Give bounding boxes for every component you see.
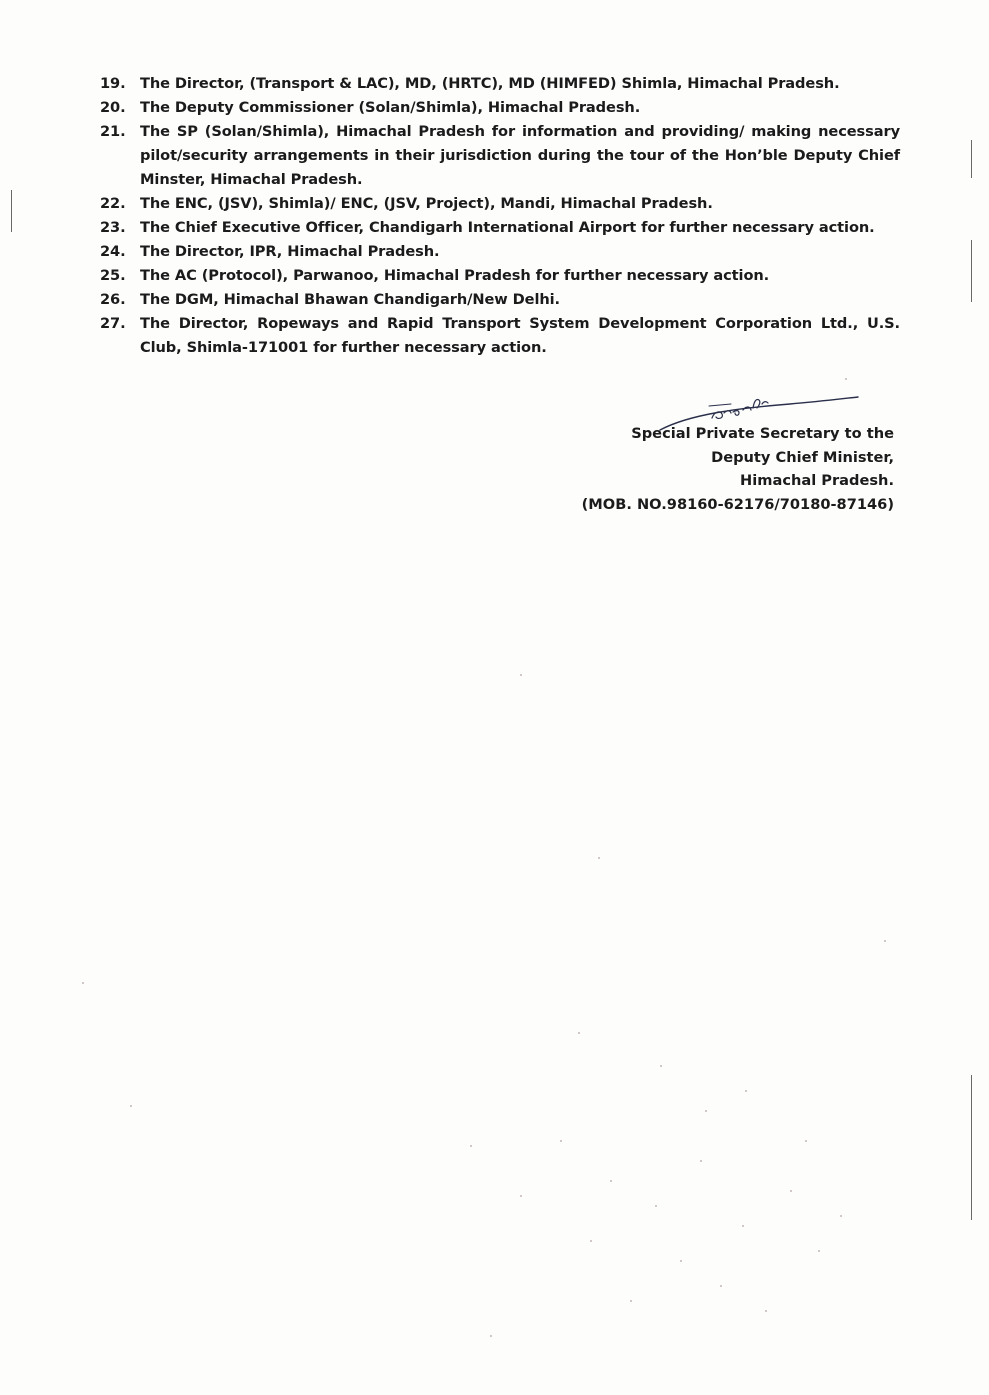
scan-edge-mark [971, 1075, 972, 1220]
item-text: The SP (Solan/Shimla), Himachal Pradesh for information and providing/ making necessary pilot/security arrangements in their jurisdiction during the tour of the Hon’ble Deputy Chief Minster, Himachal Pradesh. [140, 123, 900, 188]
signatory-state: Himachal Pradesh. [740, 472, 894, 489]
item-text: The Deputy Commissioner (Solan/Shimla), Himachal Pradesh. [140, 99, 641, 116]
signatory-office: Deputy Chief Minister, [711, 448, 894, 466]
item-number: 19. [100, 75, 126, 92]
signatory-designation: Special Private Secretary to the [631, 425, 894, 442]
item-number: 27. [100, 315, 126, 332]
scan-edge-mark [11, 190, 12, 232]
item-text: The Director, IPR, Himachal Pradesh. [140, 243, 440, 260]
scan-edge-mark [971, 240, 972, 302]
item-text: The Director, (Transport & LAC), MD, (HRTC), MD (HIMFED) Shimla, Himachal Pradesh. [140, 75, 840, 92]
item-number: 21. [100, 123, 126, 140]
item-text: The AC (Protocol), Parwanoo, Himachal Pradesh for further necessary action. [140, 267, 770, 284]
item-number: 25. [100, 267, 126, 284]
item-number: 24. [100, 243, 126, 260]
item-text: The Chief Executive Officer, Chandigarh International Airport for further necessary action. [140, 219, 875, 236]
item-number: 23. [100, 219, 126, 236]
item-text: The Director, Ropeways and Rapid Transport System Development Corporation Ltd., U.S. Club, Shimla-171001 for further necessary action. [140, 315, 900, 356]
item-number: 26. [100, 291, 126, 308]
signatory-mobile: (MOB. NO.98160-62176/70180-87146) [581, 495, 894, 513]
signature-block [582, 422, 894, 516]
item-number: 20. [100, 99, 126, 116]
handwritten-signature [0, 0, 989, 460]
item-text: The ENC, (JSV), Shimla)/ ENC, (JSV, Project), Mandi, Himachal Pradesh. [140, 195, 713, 212]
item-text: The DGM, Himachal Bhawan Chandigarh/New Delhi. [140, 291, 560, 308]
scan-edge-mark [971, 140, 972, 178]
item-number: 22. [100, 195, 126, 212]
